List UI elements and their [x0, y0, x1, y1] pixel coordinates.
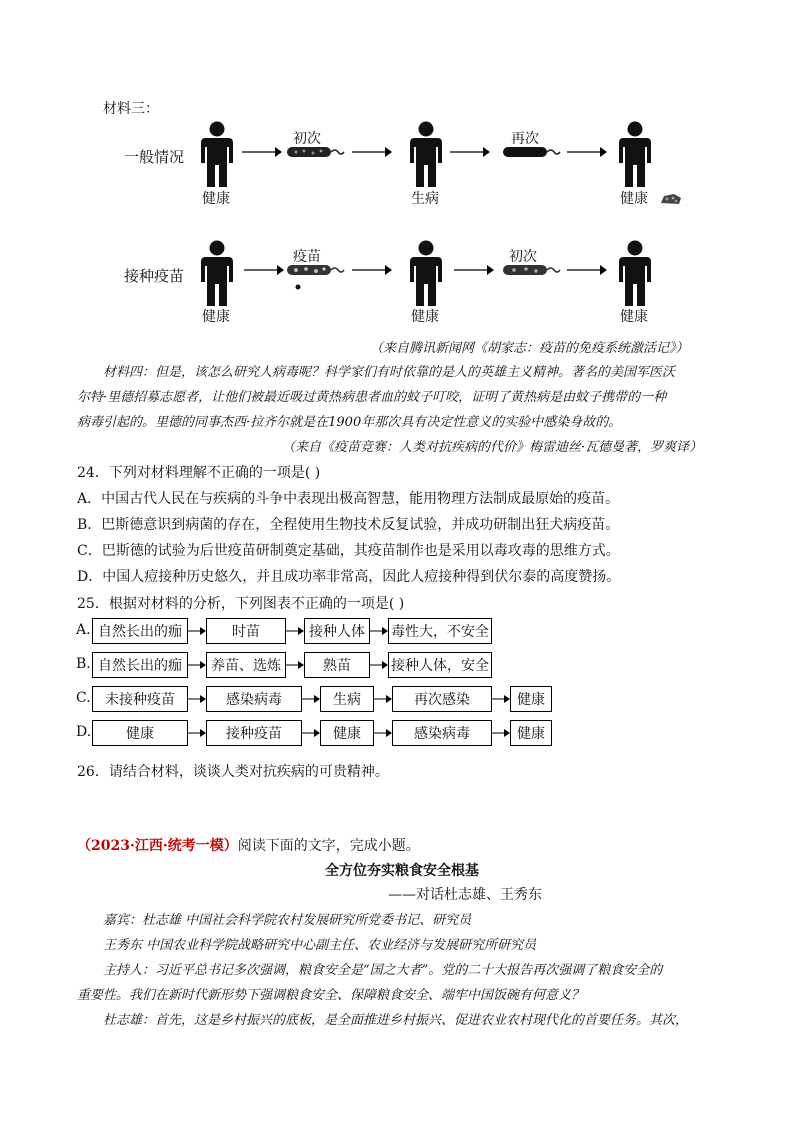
flow-box: 健康 [510, 686, 552, 712]
arrow-icon [188, 659, 206, 671]
q25-option-b-label[interactable]: B. [76, 656, 91, 672]
q25-option-c-label[interactable]: C. [76, 690, 91, 706]
q24-stem: 24．下列对材料理解不正确的一项是( ) [77, 465, 321, 481]
flow-box: 感染病毒 [206, 686, 302, 712]
arrow-icon [286, 625, 304, 637]
host-line-1: 主持人：习近平总书记多次强调，粮食安全是“国之大者”。党的二十大报告再次强调了粮食安全的 [103, 963, 663, 978]
article-subtitle: ——对话杜志雄、王秀东 [388, 887, 542, 903]
person-icon [196, 240, 238, 308]
material4-line-1: 材料四：但是，该怎么研究人病毒呢？科学家们有时依靠的是人的英雄主义精神。著名的美国军医沃 [103, 365, 676, 380]
material4-source: （来自《疫苗竞赛：人类对抗疾病的代价》梅雷迪丝·瓦德曼著，罗爽译） [282, 440, 703, 455]
flow-box: 接种人体，安全 [388, 652, 492, 678]
arrow-icon [567, 146, 607, 158]
person-icon [196, 121, 238, 189]
row2-caption-3: 健康 [620, 309, 648, 325]
material3-source: （来自腾讯新闻网《胡家志：疫苗的免疫系统激活记》） [370, 341, 689, 356]
material3-heading: 材料三： [103, 101, 159, 117]
virus-cluster-icon [660, 193, 682, 205]
arrow-icon [374, 693, 392, 705]
q25-option-d-label[interactable]: D. [76, 724, 92, 740]
row2-step-2: 初次 [509, 249, 537, 265]
article-title: 全方位夯实粮食安全根基 [325, 863, 479, 879]
virus-icon [502, 145, 564, 159]
arrow-icon [302, 693, 320, 705]
arrow-icon [242, 146, 282, 158]
material4-line-3: 病毒引起的。里德的同事杰西·拉齐尔就是在1900年那次具有决定性意义的实验中感染身故的。 [77, 415, 622, 430]
material4-line-2: 尔特·里德招募志愿者，让他们被最近吸过黄热病患者血的蚊子叮咬，证明了黄热病是由蚊子携带的一种 [77, 390, 667, 405]
flow-box: 自然长出的痂 [92, 618, 188, 644]
q25-option-a-label[interactable]: A. [76, 622, 91, 638]
arrow-icon [374, 727, 392, 739]
flow-box: 时苗 [206, 618, 286, 644]
flow-box: 健康 [92, 720, 188, 746]
flow-box: 健康 [320, 720, 374, 746]
vaccine-icon [286, 263, 348, 291]
flow-box: 熟苗 [304, 652, 370, 678]
row1-caption-1: 健康 [202, 191, 230, 207]
flow-box: 养苗、选炼 [206, 652, 286, 678]
guest-line-1: 嘉宾：杜志雄 中国社会科学院农村发展研究所党委书记、研究员 [103, 913, 472, 928]
flow-box: 感染病毒 [392, 720, 492, 746]
q24-option-c[interactable]: C．巴斯德的试验为后世疫苗研制奠定基础，其疫苗制作也是采用以毒攻毒的思维方式。 [77, 543, 620, 559]
arrow-icon [188, 625, 206, 637]
passage-instruction: 阅读下面的文字，完成小题。 [237, 838, 420, 854]
arrow-icon [454, 264, 494, 276]
arrow-icon [188, 727, 206, 739]
person-icon [405, 121, 447, 189]
passage-header [77, 835, 420, 855]
person-icon [614, 121, 656, 189]
guest-line-2: 王秀东 中国农业科学院战略研究中心副主任、农业经济与发展研究所研究员 [103, 938, 537, 953]
flow-box: 未接种疫苗 [92, 686, 188, 712]
arrow-icon [567, 264, 607, 276]
row1-step-2: 再次 [511, 131, 539, 147]
host-line-2: 重要性。我们在新时代新形势下强调粮食安全、保障粮食安全、端牢中国饭碗有何意义？ [77, 988, 585, 1003]
arrow-icon [370, 659, 388, 671]
q24-option-a[interactable]: A．中国古代人民在与疾病的斗争中表现出极高智慧，能用物理方法制成最原始的疫苗。 [77, 491, 620, 507]
row2-caption-2: 健康 [411, 309, 439, 325]
person-icon [405, 240, 447, 308]
person-icon [614, 240, 656, 308]
virus-icon [502, 263, 564, 277]
arrow-icon [302, 727, 320, 739]
row2-label: 接种疫苗 [124, 267, 185, 285]
arrow-icon [352, 146, 392, 158]
row2-step-1: 疫苗 [293, 249, 321, 265]
virus-icon [286, 145, 348, 159]
row2-caption-1: 健康 [202, 309, 230, 325]
q26-stem: 26．请结合材料，谈谈人类对抗疾病的可贵精神。 [77, 764, 389, 780]
flow-box: 毒性大，不安全 [388, 618, 492, 644]
flow-box: 接种疫苗 [206, 720, 302, 746]
flow-box: 生病 [320, 686, 374, 712]
row1-label: 一般情况 [124, 148, 185, 166]
q24-option-b[interactable]: B．巴斯德意识到病菌的存在，全程使用生物技术反复试验，并成功研制出狂犬病疫苗。 [77, 517, 620, 533]
arrow-icon [450, 146, 490, 158]
arrow-icon [188, 693, 206, 705]
flow-box: 健康 [510, 720, 552, 746]
row1-step-1: 初次 [293, 131, 321, 147]
arrow-icon [492, 693, 510, 705]
q24-option-d[interactable]: D．中国人痘接种历史悠久，并且成功率非常高，因此人痘接种得到伏尔泰的高度赞扬。 [77, 569, 621, 585]
source-tag: （2023·江西·统考一模） [77, 838, 238, 854]
arrow-icon [244, 264, 284, 276]
arrow-icon [286, 659, 304, 671]
arrow-icon [352, 264, 392, 276]
flow-box: 接种人体 [304, 618, 370, 644]
row1-caption-2: 生病 [411, 191, 439, 207]
flow-box: 再次感染 [392, 686, 492, 712]
answer-line-1: 杜志雄：首先，这是乡村振兴的底板，是全面推进乡村振兴、促进农业农村现代化的首要任务。其次， [103, 1013, 689, 1028]
arrow-icon [492, 727, 510, 739]
row1-caption-3: 健康 [620, 191, 648, 207]
flow-box: 自然长出的痂 [92, 652, 188, 678]
q25-stem: 25．根据对材料的分析，下列图表不正确的一项是( ) [77, 596, 405, 612]
arrow-icon [370, 625, 388, 637]
